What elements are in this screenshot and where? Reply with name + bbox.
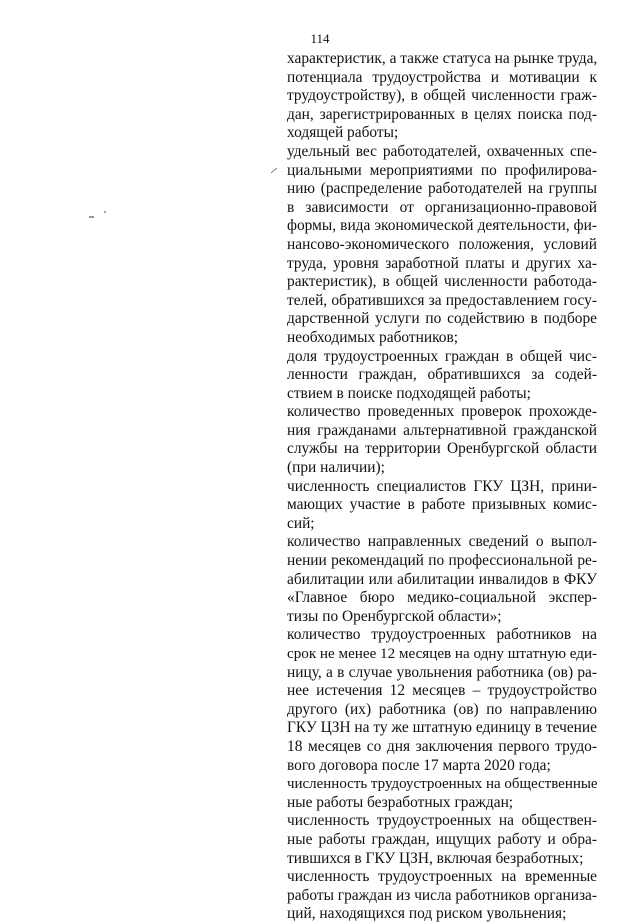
text-line: абилитации или абилитации инвалидов в ФКУ <box>287 570 597 588</box>
text-line: работы граждан из числа работников организа- <box>287 886 597 904</box>
text-line: телей, обратившихся за предоставлением госу- <box>287 291 597 309</box>
scan-speck <box>104 211 106 213</box>
text-line: ций, находящихся под риском увольнения; <box>287 905 567 923</box>
text-line: доля трудоустроенных граждан в общей чис- <box>287 347 597 365</box>
text-line: нию (распределение работодателей на группы <box>287 180 597 198</box>
text-line: характеристик, а также статуса на рынке труда, <box>287 50 598 67</box>
text-line: нее истечения 12 месяцев – трудоустройство <box>287 682 597 700</box>
text-line: тизы по Оренбургской области»; <box>287 607 502 625</box>
text-line: ния гражданами альтернативной гражданской <box>287 421 597 439</box>
text-line: 18 месяцев со дня заключения первого трудо- <box>287 737 597 755</box>
text-line: в зависимости от организационно-правовой <box>287 198 597 216</box>
text-line: количество проведенных проверок прохожде- <box>287 403 597 421</box>
text-line: количество трудоустроенных работников на <box>287 626 597 644</box>
text-column <box>287 50 597 924</box>
text-line: численность специалистов ГКУ ЦЗН, прини- <box>287 477 597 495</box>
text-line: тившихся в ГКУ ЦЗН, включая безработных; <box>287 849 584 867</box>
text-line: ные работы граждан, ищущих работу и обра- <box>287 830 597 848</box>
text-line: (при наличии); <box>287 459 385 477</box>
text-line: ГКУ ЦЗН на ту же штатную единицу в течение <box>287 719 597 737</box>
text-line: ходящей работы; <box>287 124 399 142</box>
text-line: нении рекомендаций по профессиональной ре- <box>287 552 597 570</box>
text-line: необходимых работников; <box>287 328 459 346</box>
text-line: мающих участие в работе призывных комис- <box>287 496 597 514</box>
text-line: нансово-экономического положения, условий <box>287 235 597 253</box>
text-line: численность трудоустроенных на временные <box>287 868 597 886</box>
text-line: срок не менее 12 месяцев на одну штатную еди- <box>287 646 598 662</box>
pen-stroke-mark <box>271 168 277 173</box>
text-line: циальными мероприятиями по профилирова- <box>287 161 597 179</box>
text-line: другого (их) работника (ов) по направлению <box>287 700 597 718</box>
page-number: 114 <box>310 31 330 46</box>
text-line: службы на территории Оренбургской области <box>287 440 597 458</box>
text-line: труда, уровня заработной платы и других ха- <box>287 254 597 272</box>
text-line: дан, зарегистрированных в целях поиска под- <box>287 105 597 123</box>
text-line: удельный вес работодателей, охваченных спе- <box>287 142 597 160</box>
text-line: численность трудоустроенных на обществен- <box>287 812 597 830</box>
text-line: формы, вида экономической деятельности, фи- <box>287 217 597 235</box>
text-line: численность трудоустроенных на общественные <box>287 776 598 793</box>
text-line: рактеристик), в общей численности работода- <box>287 273 597 291</box>
text-line: ствием в поиске подходящей работы; <box>287 384 531 402</box>
text-line: количество направленных сведений о выпол- <box>287 533 597 551</box>
text-line: ницу, а в случае увольнения работника (ов) ра- <box>287 663 597 681</box>
text-line: потенциала трудоустройства и мотивации к <box>287 68 597 86</box>
text-line: дарственной услуги по содействию в подборе <box>287 310 597 328</box>
text-line: «Главное бюро медико-социальной экспер- <box>287 589 597 607</box>
text-line: ные работы безработных граждан; <box>287 793 514 811</box>
text-line: вого договора после 17 марта 2020 года; <box>287 756 551 774</box>
text-line: ленности граждан, обратившихся за содей- <box>287 366 597 384</box>
text-line: сий; <box>287 514 315 532</box>
text-line: трудоустройству), в общей численности граж- <box>287 87 597 105</box>
